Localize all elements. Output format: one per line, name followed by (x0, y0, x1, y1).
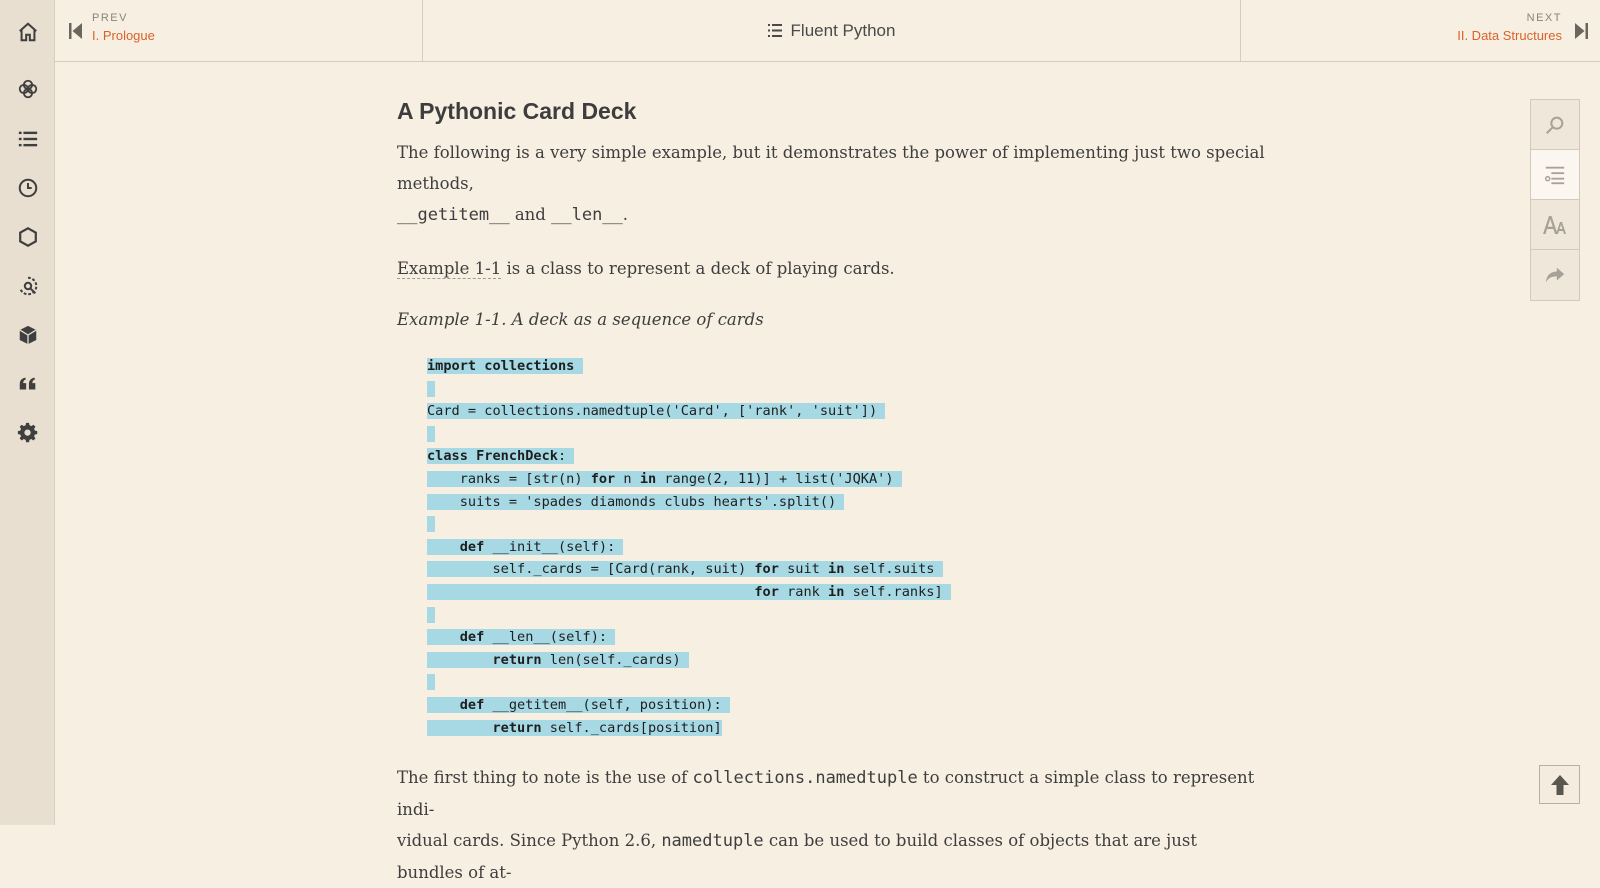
settings-button[interactable] (0, 411, 55, 455)
intro-paragraph (397, 137, 1267, 231)
example-caption: Example 1-1. A deck as a sequence of cards (397, 310, 764, 329)
example-reference-text: is a class to represent a deck of playing cards. (501, 259, 895, 278)
topics-button[interactable] (0, 215, 55, 259)
inline-code-getitem: __getitem__ (397, 205, 510, 225)
explore-icon (17, 78, 39, 100)
intro-period: . (622, 205, 629, 224)
home-button[interactable] (0, 10, 55, 54)
code-line: def __getitem__(self, position): (427, 694, 1267, 717)
example-reference-paragraph (397, 253, 1267, 284)
cube-icon (17, 324, 39, 346)
history-icon (17, 177, 39, 199)
arrow-up-icon (1550, 774, 1570, 796)
explore-button[interactable] (0, 67, 55, 111)
font-size-icon (1542, 214, 1568, 236)
reading-content (397, 98, 1267, 739)
code-line (427, 604, 1267, 627)
book-title: Fluent Python (790, 20, 896, 40)
gear-icon (17, 422, 39, 444)
font-settings-button[interactable] (1531, 200, 1579, 250)
prev-chapter-title: I. Prologue (92, 28, 155, 43)
inline-code-len: __len__ (551, 205, 623, 225)
code-line: suits = 'spades diamonds clubs hearts'.split() (427, 493, 845, 510)
playlists-button[interactable] (0, 117, 55, 161)
skip-forward-icon (1574, 23, 1588, 39)
intro-and: and (509, 205, 552, 224)
example-1-1-link[interactable]: Example 1-1 (397, 259, 502, 278)
hexagon-icon (17, 226, 39, 248)
code-block[interactable] (427, 355, 1267, 739)
top-navigation-bar (55, 0, 1600, 62)
skip-back-icon (69, 23, 83, 39)
code-line: def __init__(self): (427, 536, 1267, 559)
code-line: Card = collections.namedtuple('Card', ['rank', 'suit']) (427, 403, 886, 420)
code-line (427, 423, 1267, 446)
toc-list-icon (768, 24, 782, 37)
code-line: ranks = [str(n) for n in range(2, 11)] + list('JQKA') (427, 470, 902, 487)
quote-icon (17, 373, 39, 395)
code-line: self._cards = [Card(rank, suit) for suit in self.suits (427, 561, 943, 578)
library-button[interactable] (0, 313, 55, 357)
namedtuple-paragraph: The first thing to note is the use of collections.namedtuple to construct a simple class to represent indi- vidual cards. Since Python 2.6, namedtuple can be used to build classes of objects that are just bundles of at- (397, 768, 1255, 882)
code-line: import collections (427, 358, 583, 374)
toc-button[interactable] (1531, 150, 1579, 200)
highlights-button[interactable] (0, 362, 55, 406)
reader-tools (1530, 99, 1580, 301)
code-line (427, 513, 1267, 536)
code-line: class FrenchDeck: (427, 448, 575, 465)
left-sidebar (0, 0, 55, 825)
code-line: for rank in self.ranks] (427, 581, 1267, 604)
search-button[interactable] (1531, 100, 1579, 150)
next-chapter-link[interactable] (1240, 0, 1600, 61)
next-label: NEXT (1526, 12, 1562, 24)
activity-icon (17, 275, 39, 297)
book-title-toc-toggle[interactable] (423, 0, 1240, 61)
share-button[interactable] (1531, 250, 1579, 300)
search-icon (1544, 114, 1566, 136)
code-line (427, 378, 1267, 401)
list-icon (17, 128, 39, 150)
share-icon (1544, 264, 1566, 286)
prev-chapter-link[interactable] (55, 0, 423, 61)
code-line: def __len__(self): (427, 626, 1267, 649)
intro-text: The following is a very simple example, but it demonstrates the power of implementing just two special methods, (397, 143, 1265, 193)
inline-code-namedtuple: namedtuple (661, 831, 764, 851)
home-icon (17, 21, 39, 43)
next-chapter-title: II. Data Structures (1457, 28, 1562, 43)
inline-code-namedtuple-full: collections.namedtuple (692, 768, 918, 788)
activity-button[interactable] (0, 264, 55, 308)
code-line (427, 671, 1267, 694)
back-to-top-button[interactable] (1539, 765, 1580, 804)
code-line: return self._cards[position] (427, 717, 1267, 740)
history-button[interactable] (0, 166, 55, 210)
section-heading: A Pythonic Card Deck (397, 98, 637, 124)
toc-icon (1544, 164, 1566, 186)
code-line: return len(self._cards) (427, 649, 1267, 672)
prev-label: PREV (92, 12, 128, 24)
